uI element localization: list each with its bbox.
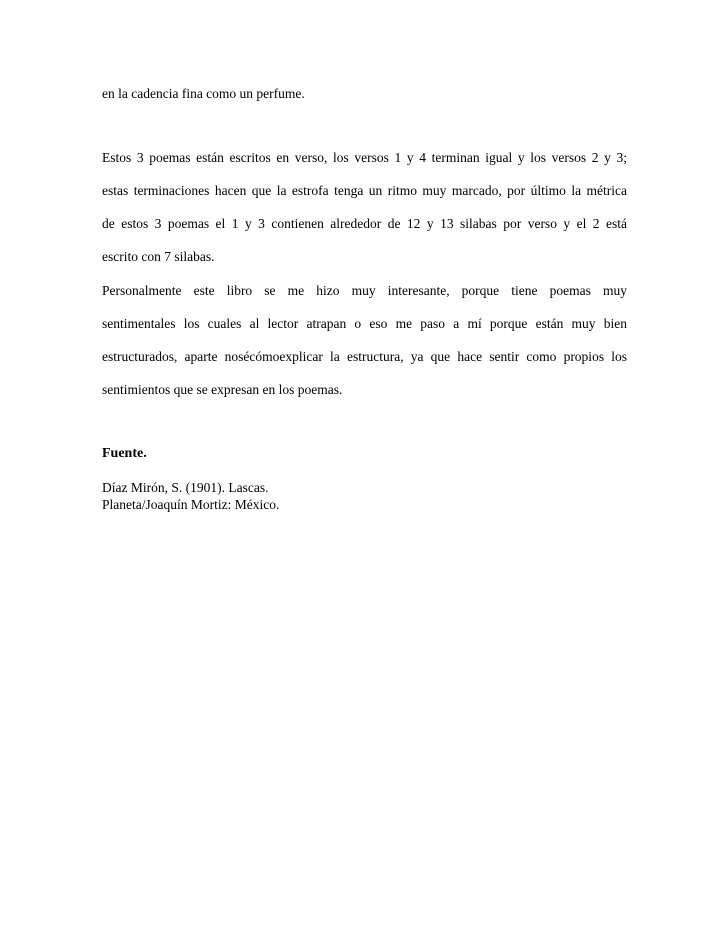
paragraph1-line-4: escrito con 7 silabas. xyxy=(102,249,215,264)
paragraph1-line-1: Estos 3 poemas están escritos en verso, los versos 1 y 4 terminan igual y los versos 2 y 3; xyxy=(102,150,627,165)
paragraph2-line-4: sentimientos que se expresan en los poemas. xyxy=(102,382,343,397)
intro-line: en la cadencia fina como un perfume. xyxy=(102,86,305,101)
source-line-2: Planeta/Joaquín Mortiz: México. xyxy=(102,497,280,512)
source-heading: Fuente. xyxy=(102,446,147,461)
paragraph2-line-1: Personalmente este libro se me hizo muy interesante, porque tiene poemas muy xyxy=(102,283,627,298)
paragraph1-line-3: de estos 3 poemas el 1 y 3 contienen alrededor de 12 y 13 silabas por verso y el 2 está xyxy=(102,216,627,231)
paragraph2-line-2: sentimentales los cuales al lector atrapan o eso me paso a mí porque están muy bien xyxy=(102,316,627,331)
paragraph2-line-3: estructurados, aparte nosécómoexplicar la estructura, ya que hace sentir como propios los xyxy=(102,349,627,364)
paragraph1-line-2: estas terminaciones hacen que la estrofa tenga un ritmo muy marcado, por último la métrica xyxy=(102,183,627,198)
source-line-1: Díaz Mirón, S. (1901). Lascas. xyxy=(102,480,269,495)
